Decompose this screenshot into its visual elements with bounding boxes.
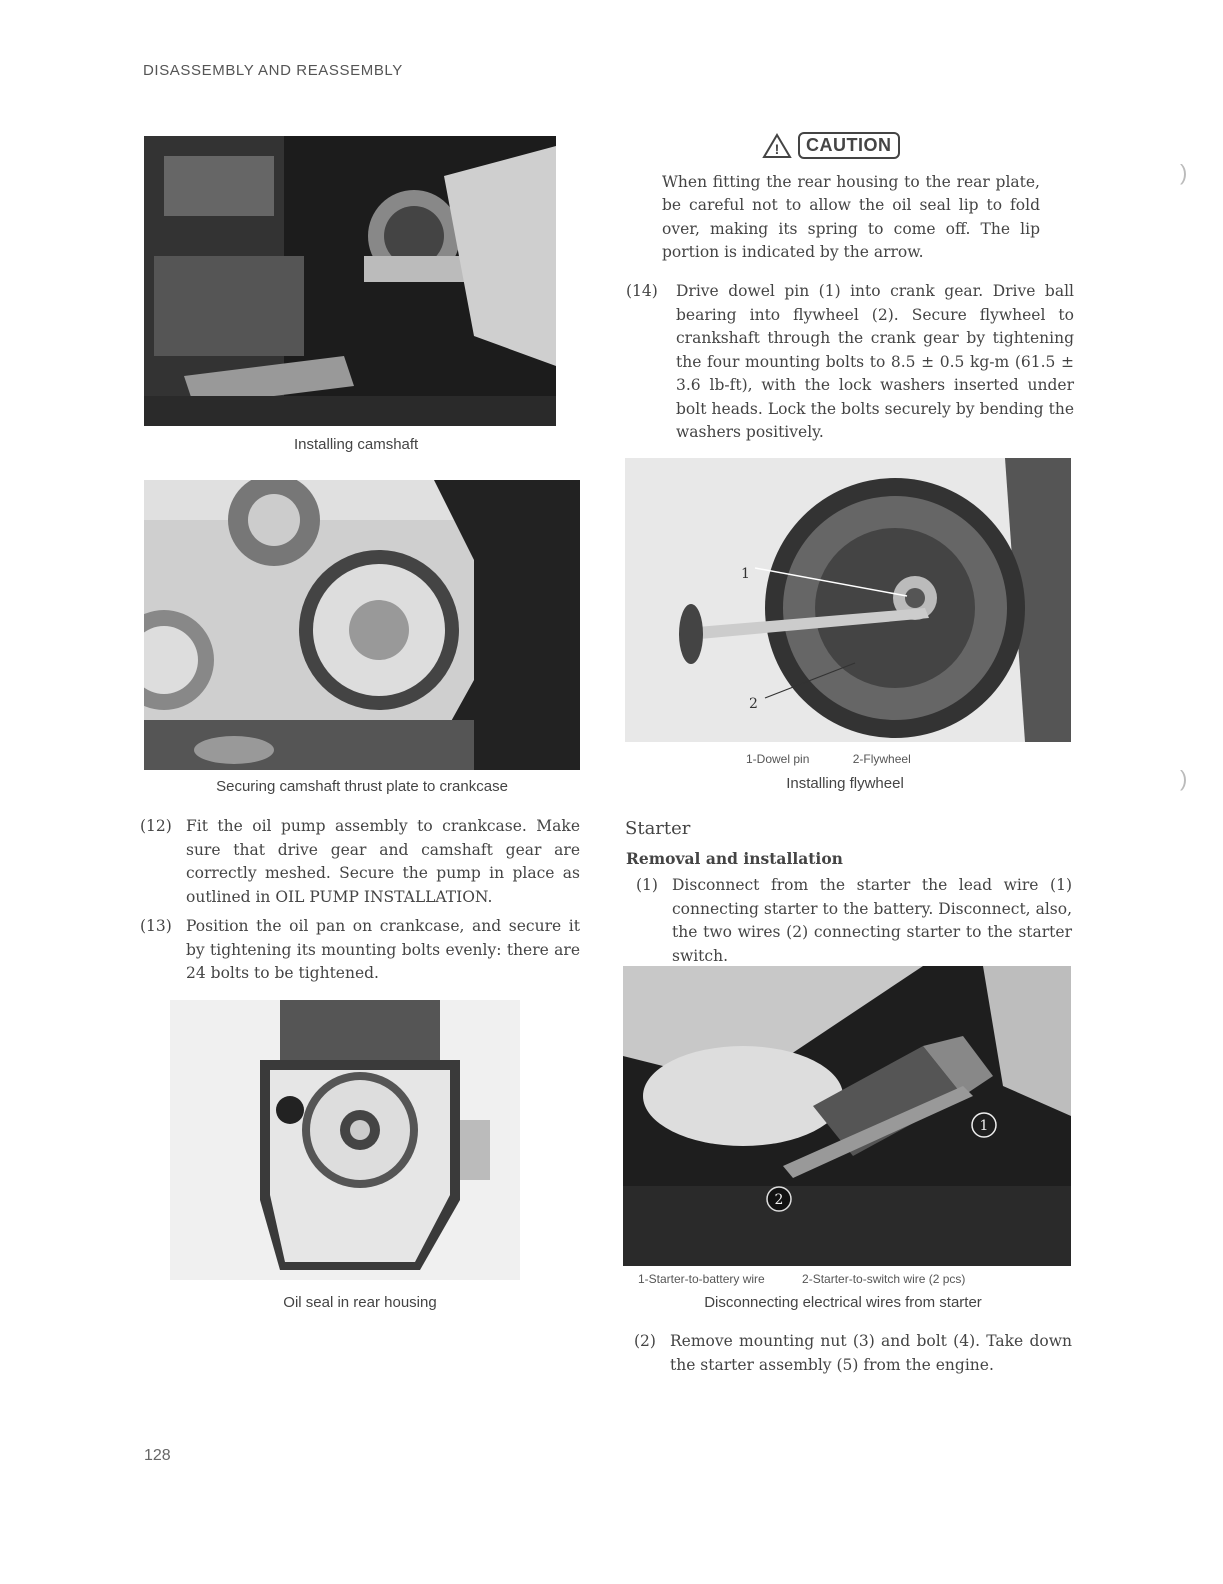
starter-step-1	[636, 874, 1072, 968]
flywheel-legend-1: 1-Dowel pin	[746, 752, 810, 766]
step-14	[626, 280, 1074, 445]
step-text: Drive dowel pin (1) into crank gear. Drive ball bearing into flywheel (2). Secure flywheel to crankshaft through the crank gear by tightening the four mounting bolts to 8.5 ± 0.5 kg-m (61.5 ± 3.6 lb-ft), with the lock washers inserted under bolt heads. Lock the bolts securely by bending the washers positively.	[676, 282, 1074, 441]
starter-subsection-title: Removal and installation	[626, 849, 843, 868]
step-text: Position the oil pan on crankcase, and secure it by tightening its mounting bolts evenly: there are 24 bolts to be tightened.	[186, 917, 580, 982]
flywheel-legend	[746, 752, 986, 766]
flywheel-callout-2: 2	[749, 696, 758, 712]
page-header: DISASSEMBLY AND REASSEMBLY	[143, 62, 403, 79]
step-text: Remove mounting nut (3) and bolt (4). Take down the starter assembly (5) from the engine.	[670, 1332, 1072, 1374]
step-number: (12)	[140, 817, 172, 835]
margin-mark-middle: )	[1180, 766, 1188, 791]
flywheel-callout-1: 1	[741, 566, 750, 582]
starter-callout-1: 1	[979, 1118, 989, 1134]
margin-mark-top: )	[1180, 160, 1188, 185]
caution-text: When fitting the rear housing to the rear plate, be careful not to allow the oil seal lip to fold over, making its spring to come off. The lip portion is indicated by the arrow.	[662, 172, 1040, 261]
caution-block	[662, 132, 1040, 265]
step-text: Disconnect from the starter the lead wire (1) connecting starter to the battery. Disconnect, also, the two wires (2) connecting starter to the starter switch.	[672, 876, 1072, 965]
warning-triangle-icon	[762, 133, 792, 159]
step-number: (13)	[140, 917, 172, 935]
starter-legend	[638, 1272, 1078, 1286]
thrust-plate-caption: Securing camshaft thrust plate to crankcase	[216, 778, 508, 795]
flywheel-legend-2: 2-Flywheel	[852, 752, 911, 766]
starter-legend-2: 2-Starter-to-switch wire (2 pcs)	[802, 1272, 966, 1286]
step-text: Fit the oil pump assembly to crankcase. Make sure that drive gear and camshaft gear are correctly meshed. Secure the pump in place as outlined in OIL PUMP INSTALLATION.	[186, 817, 580, 906]
step-number: (2)	[634, 1332, 656, 1350]
starter-section-title: Starter	[625, 818, 691, 839]
flywheel-caption: Installing flywheel	[786, 775, 904, 792]
camshaft-photo	[144, 136, 556, 426]
caution-icon-glyph: !	[774, 140, 780, 157]
starter-legend-1: 1-Starter-to-battery wire	[638, 1272, 765, 1286]
step-number: (14)	[626, 282, 658, 300]
starter-step-2	[634, 1330, 1072, 1377]
page-number: 128	[144, 1447, 171, 1464]
step-13	[140, 915, 580, 986]
thrust-plate-photo	[144, 480, 580, 770]
oil-seal-photo	[170, 1000, 520, 1280]
caution-header	[762, 132, 900, 159]
oil-seal-caption: Oil seal in rear housing	[283, 1294, 437, 1311]
step-12	[140, 815, 580, 909]
flywheel-photo	[625, 458, 1071, 742]
starter-photo	[623, 966, 1071, 1266]
left-steps	[140, 815, 580, 986]
starter-callout-2: 2	[774, 1192, 784, 1208]
camshaft-caption: Installing camshaft	[294, 436, 419, 453]
step-number: (1)	[636, 876, 658, 894]
starter-caption: Disconnecting electrical wires from starter	[704, 1294, 982, 1311]
caution-label: CAUTION	[798, 132, 900, 159]
